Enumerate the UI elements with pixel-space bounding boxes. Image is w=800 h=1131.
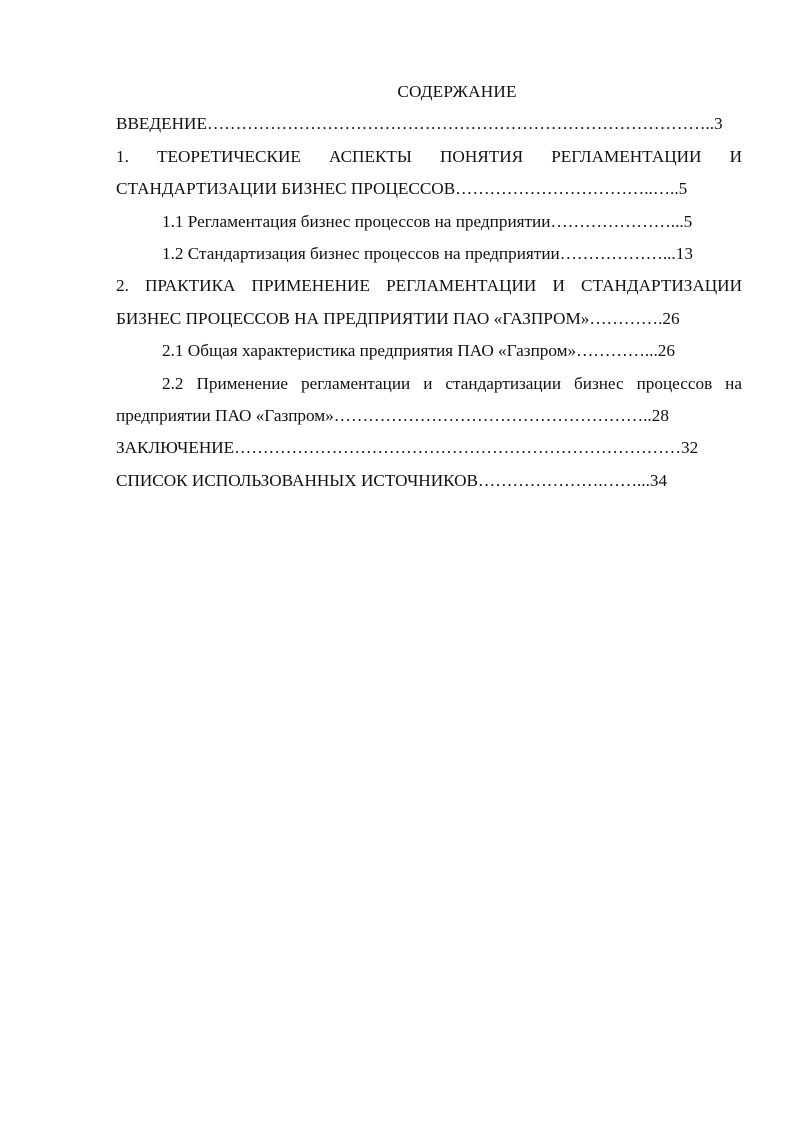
toc-entry-references: СПИСОК ИСПОЛЬЗОВАННЫХ ИСТОЧНИКОВ………………….……...34 xyxy=(116,470,668,490)
toc-entry-section-1-2: 1.2 Стандартизация бизнес процессов на предприятии………………...13 xyxy=(162,244,693,264)
toc-entry-chapter-1-line-2: СТАНДАРТИЗАЦИИ БИЗНЕС ПРОЦЕССОВ……………………………..…..5 xyxy=(116,179,688,199)
toc-entry-section-2-2-line-1: 2.2 Применение регламентации и стандартизации бизнес процессов на xyxy=(162,373,742,393)
toc-entry-chapter-1-line-1: 1. ТЕОРЕТИЧЕСКИЕ АСПЕКТЫ ПОНЯТИЯ РЕГЛАМЕНТАЦИИ И xyxy=(116,146,742,166)
table-of-contents xyxy=(116,76,742,497)
toc-entry-section-1-1: 1.1 Регламентация бизнес процессов на предприятии…………………...5 xyxy=(162,211,693,231)
toc-entry-chapter-2-line-1: 2. ПРАКТИКА ПРИМЕНЕНИЕ РЕГЛАМЕНТАЦИИ И СТАНДАРТИЗАЦИИ xyxy=(116,276,742,296)
toc-entry-chapter-2-line-2: БИЗНЕС ПРОЦЕССОВ НА ПРЕДПРИЯТИИ ПАО «ГАЗПРОМ»………….26 xyxy=(116,308,680,328)
toc-entry-section-2-1: 2.1 Общая характеристика предприятия ПАО «Газпром»…………...26 xyxy=(162,341,675,361)
toc-entry-introduction: ВВЕДЕНИЕ……………………………………………………………………………..3 xyxy=(116,114,723,134)
toc-entry-section-2-2-line-2: предприятии ПАО «Газпром»………………………………………………..28 xyxy=(116,406,669,426)
toc-title: СОДЕРЖАНИЕ xyxy=(397,82,517,101)
toc-entry-conclusion: ЗАКЛЮЧЕНИЕ……………………………………………………………………32 xyxy=(116,438,699,458)
